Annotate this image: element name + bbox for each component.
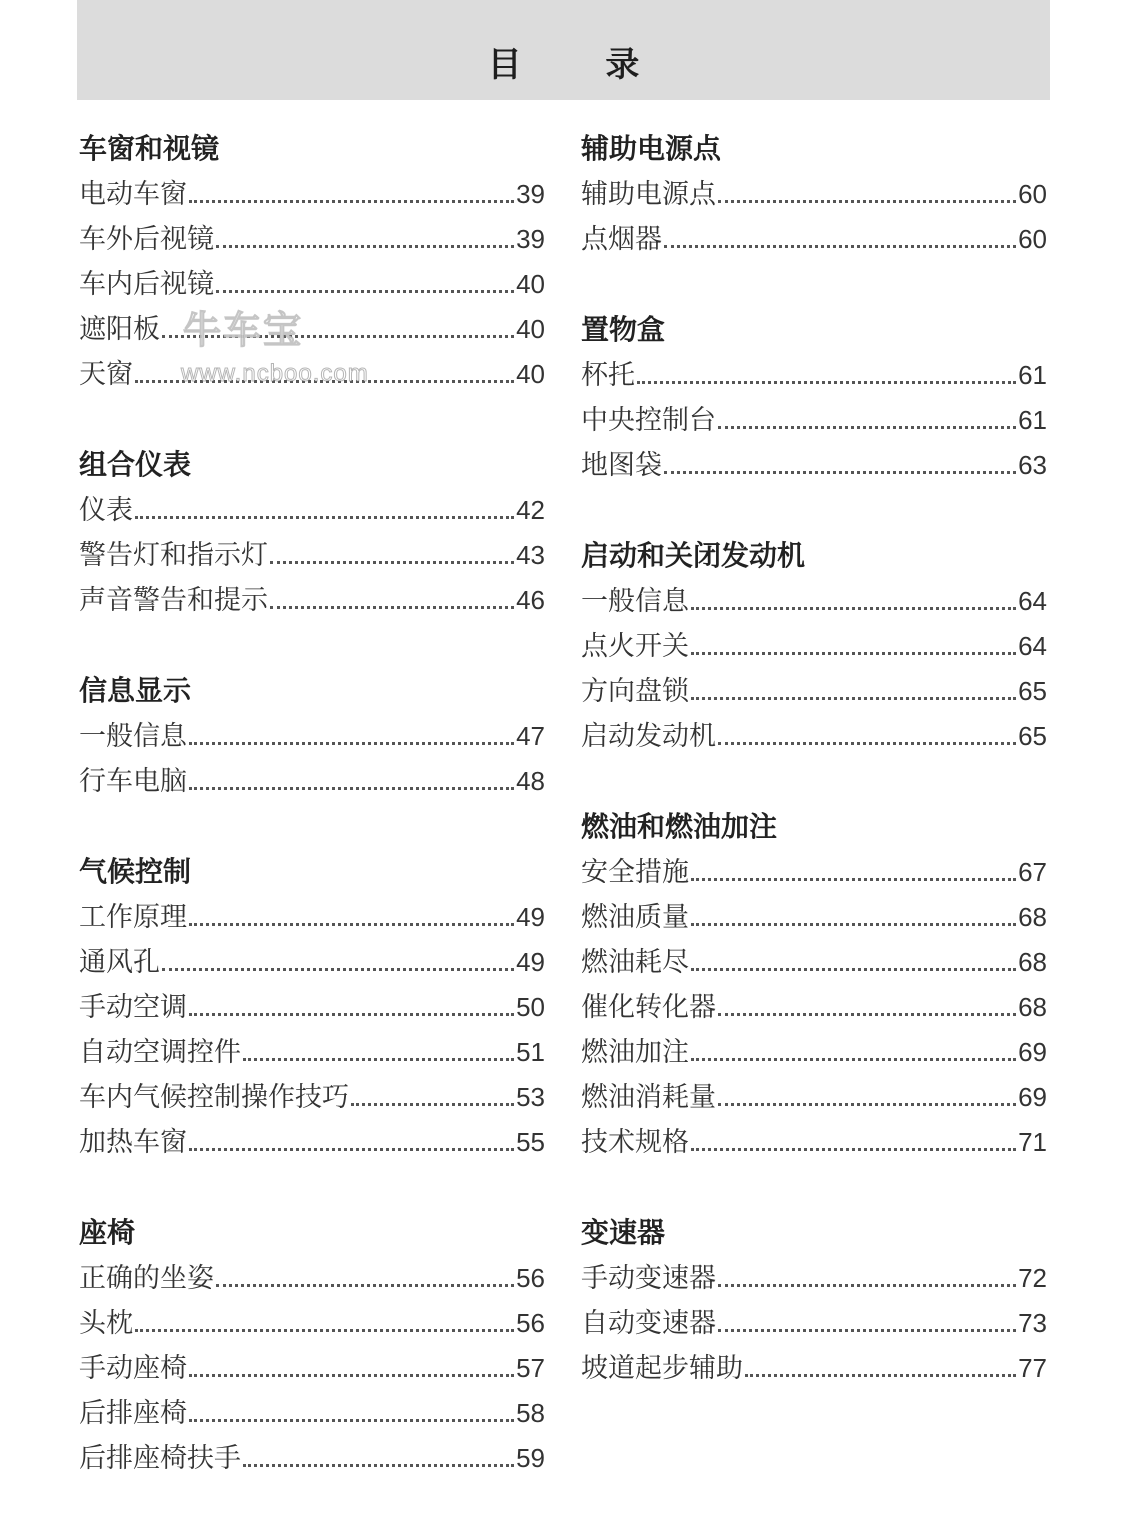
entry-label: 警告灯和指示灯 [79,540,268,571]
toc-entry[interactable] [581,895,1047,940]
entry-label: 启动发动机 [581,721,716,752]
entry-label: 点火开关 [581,631,689,662]
toc-entry[interactable] [79,578,545,623]
entry-label: 头枕 [79,1308,133,1339]
entry-page-number: 51 [516,1037,545,1067]
toc-entry[interactable] [79,307,545,352]
dot-leader [691,696,1016,700]
entry-page-number: 40 [516,359,545,389]
entry-label: 自动空调控件 [79,1037,241,1068]
section-title: 气候控制 [79,855,192,888]
dot-leader [189,922,514,926]
entry-label: 手动变速器 [581,1263,716,1294]
entry-page-number: 48 [516,766,545,796]
entry-page-number: 67 [1018,857,1047,887]
section-title: 车窗和视镜 [79,132,220,165]
toc-entry[interactable] [581,1075,1047,1120]
dot-leader [270,605,514,609]
entry-page-number: 56 [516,1308,545,1338]
section-title: 辅助电源点 [581,132,722,165]
entry-page-number: 53 [516,1082,545,1112]
entry-page-number: 59 [516,1443,545,1473]
toc-entry[interactable] [79,714,545,759]
dot-leader [189,786,514,790]
entry-label: 安全措施 [581,857,689,888]
entry-label: 点烟器 [581,224,662,255]
dot-leader [691,922,1016,926]
section-title: 信息显示 [79,674,192,707]
dot-leader [243,1463,514,1467]
toc-entry[interactable] [581,669,1047,714]
entry-page-number: 68 [1018,992,1047,1022]
section-title: 置物盒 [581,313,666,346]
toc-section [581,125,1047,262]
dot-leader [691,1147,1016,1151]
toc-entry[interactable] [79,352,545,397]
dot-leader [691,877,1016,881]
toc-entry[interactable] [581,985,1047,1030]
toc-entry[interactable] [581,579,1047,624]
entry-page-number: 64 [1018,586,1047,616]
toc-entry[interactable] [581,217,1047,262]
entry-label: 方向盘锁 [581,676,689,707]
toc-entry[interactable] [581,1120,1047,1165]
entry-page-number: 43 [516,540,545,570]
entry-label: 辅助电源点 [581,179,716,210]
section-title: 启动和关闭发动机 [581,539,806,572]
entry-label: 电动车窗 [79,179,187,210]
entry-page-number: 61 [1018,360,1047,390]
entry-label: 坡道起步辅助 [581,1353,743,1384]
entry-label: 加热车窗 [79,1127,187,1158]
entry-label: 地图袋 [581,450,662,481]
entry-page-number: 50 [516,992,545,1022]
toc-entry[interactable] [581,940,1047,985]
entry-page-number: 40 [516,269,545,299]
toc-section [581,532,1047,759]
section-title: 变速器 [581,1216,666,1249]
entry-label: 中央控制台 [581,405,716,436]
toc-section [581,306,1047,488]
entry-page-number: 40 [516,314,545,344]
dot-leader [243,1057,514,1061]
dot-leader [718,741,1016,745]
dot-leader [718,1012,1016,1016]
entry-page-number: 49 [516,947,545,977]
dot-leader [189,1147,514,1151]
entry-label: 燃油耗尽 [581,947,689,978]
entry-page-number: 55 [516,1127,545,1157]
toc-entry[interactable] [581,353,1047,398]
watermark-url: www.ncboo.com [181,360,369,387]
entry-page-number: 77 [1018,1353,1047,1383]
section-title: 座椅 [79,1216,136,1249]
toc-entry[interactable] [79,985,545,1030]
toc-entry[interactable] [79,1301,545,1346]
entry-page-number: 58 [516,1398,545,1428]
dot-leader [216,289,514,293]
toc-section [581,803,1047,1165]
dot-leader [189,741,514,745]
entry-label: 一般信息 [581,586,689,617]
toc-entry[interactable] [79,217,545,262]
entry-label: 后排座椅扶手 [79,1443,241,1474]
entry-label: 车内气候控制操作技巧 [79,1082,349,1113]
watermark-logo: 牛车宝 [183,308,304,352]
entry-label: 正确的坐姿 [79,1263,214,1294]
entry-page-number: 65 [1018,676,1047,706]
dot-leader [135,379,514,383]
dot-leader [216,244,514,248]
toc-entry[interactable] [79,1030,545,1075]
toc-section [581,1209,1047,1391]
toc-entry[interactable] [79,488,545,533]
dot-leader [718,1328,1016,1332]
dot-leader [718,199,1016,203]
section-title: 组合仪表 [79,448,192,481]
dot-leader [135,1328,514,1332]
toc-entry[interactable] [581,398,1047,443]
toc-entry[interactable] [79,1391,545,1436]
toc-entry[interactable] [79,1436,545,1481]
dot-leader [270,560,514,564]
entry-page-number: 65 [1018,721,1047,751]
entry-page-number: 71 [1018,1127,1047,1157]
entry-label: 燃油质量 [581,902,689,933]
page-header [77,0,1050,100]
toc-entry[interactable] [581,714,1047,759]
toc-entry[interactable] [79,1120,545,1165]
entry-label: 遮阳板 [79,314,160,345]
dot-leader [718,1102,1016,1106]
toc-section [79,1209,545,1481]
toc-entry[interactable] [79,1346,545,1391]
dot-leader [664,470,1016,474]
entry-page-number: 47 [516,721,545,751]
entry-label: 燃油消耗量 [581,1082,716,1113]
toc-entry[interactable] [581,443,1047,488]
entry-page-number: 39 [516,179,545,209]
entry-page-number: 56 [516,1263,545,1293]
entry-page-number: 42 [516,495,545,525]
dot-leader [718,425,1016,429]
dot-leader [718,1283,1016,1287]
toc-entry[interactable] [581,624,1047,669]
dot-leader [216,1283,514,1287]
entry-page-number: 68 [1018,947,1047,977]
entry-label: 手动座椅 [79,1353,187,1384]
entry-label: 燃油加注 [581,1037,689,1068]
toc-entry[interactable] [79,533,545,578]
toc-section [79,667,545,804]
toc-entry[interactable] [581,1301,1047,1346]
dot-leader [351,1102,514,1106]
toc-entry[interactable] [79,262,545,307]
entry-page-number: 68 [1018,902,1047,932]
toc-entry[interactable] [79,1256,545,1301]
entry-label: 技术规格 [581,1127,689,1158]
toc-entry[interactable] [79,759,545,804]
dot-leader [691,967,1016,971]
toc-entry[interactable] [79,940,545,985]
dot-leader [162,967,514,971]
entry-label: 天窗 [79,359,133,390]
entry-label: 仪表 [79,495,133,526]
entry-page-number: 69 [1018,1082,1047,1112]
toc-entry[interactable] [79,1075,545,1120]
entry-label: 催化转化器 [581,992,716,1023]
entry-label: 行车电脑 [79,766,187,797]
dot-leader [135,515,514,519]
toc-entry[interactable] [581,172,1047,217]
dot-leader [637,380,1016,384]
entry-page-number: 69 [1018,1037,1047,1067]
dot-leader [691,606,1016,610]
toc-entry[interactable] [581,850,1047,895]
dot-leader [189,1373,514,1377]
entry-page-number: 73 [1018,1308,1047,1338]
entry-page-number: 63 [1018,450,1047,480]
toc-column-right [581,125,1047,1435]
entry-label: 车内后视镜 [79,269,214,300]
page-title: 目 录 [487,45,676,85]
entry-page-number: 60 [1018,224,1047,254]
dot-leader [691,651,1016,655]
entry-page-number: 39 [516,224,545,254]
toc-section [79,125,545,397]
dot-leader [189,199,514,203]
dot-leader [664,244,1016,248]
entry-page-number: 57 [516,1353,545,1383]
dot-leader [162,334,514,338]
dot-leader [691,1057,1016,1061]
entry-page-number: 61 [1018,405,1047,435]
entry-label: 车外后视镜 [79,224,214,255]
toc-entry[interactable] [581,1030,1047,1075]
entry-page-number: 60 [1018,179,1047,209]
entry-page-number: 49 [516,902,545,932]
dot-leader [189,1418,514,1422]
toc-entry[interactable] [581,1256,1047,1301]
entry-label: 自动变速器 [581,1308,716,1339]
entry-label: 声音警告和提示 [79,585,268,616]
toc-entry[interactable] [581,1346,1047,1391]
entry-label: 手动空调 [79,992,187,1023]
dot-leader [745,1373,1016,1377]
entry-label: 杯托 [581,360,635,391]
entry-page-number: 46 [516,585,545,615]
toc-entry[interactable] [79,895,545,940]
entry-page-number: 72 [1018,1263,1047,1293]
entry-label: 后排座椅 [79,1398,187,1429]
entry-label: 通风孔 [79,947,160,978]
toc-section [79,848,545,1165]
dot-leader [189,1012,514,1016]
entry-page-number: 64 [1018,631,1047,661]
toc-column-left [79,125,545,1525]
entry-label: 工作原理 [79,902,187,933]
toc-section [79,441,545,623]
section-title: 燃油和燃油加注 [581,810,778,843]
entry-label: 一般信息 [79,721,187,752]
toc-entry[interactable] [79,172,545,217]
